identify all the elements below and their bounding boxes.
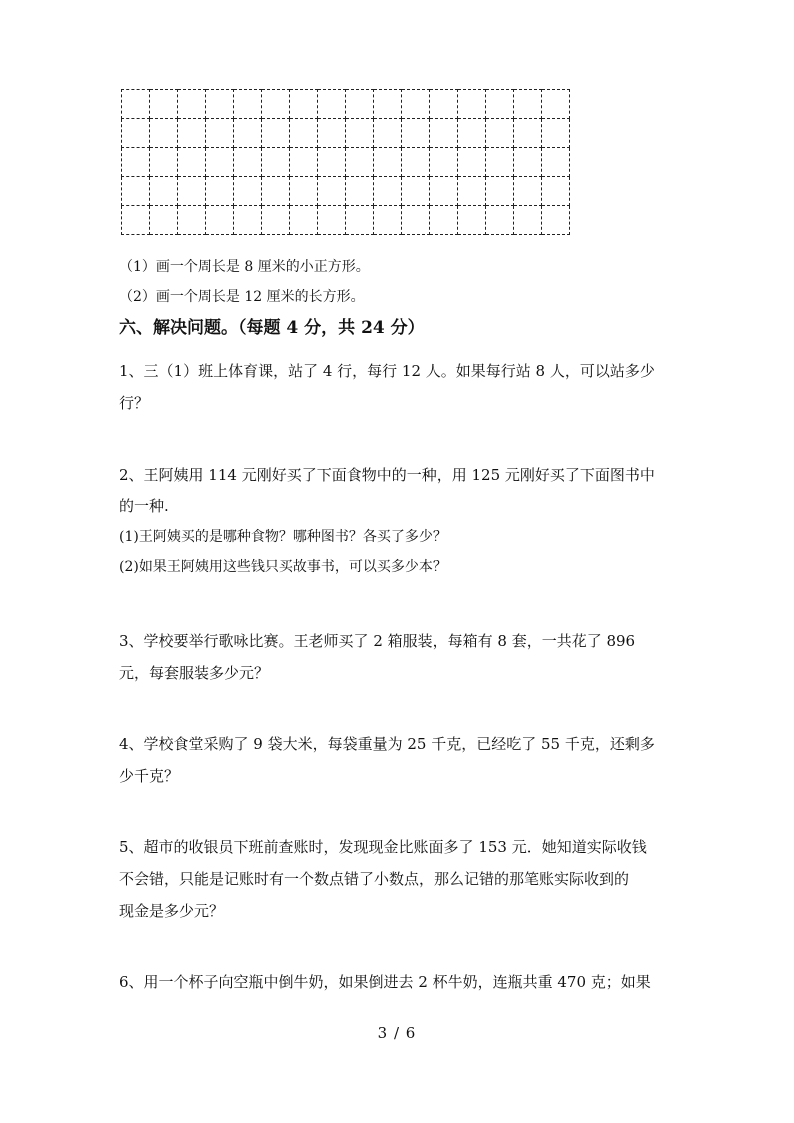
grid-cell xyxy=(402,148,430,177)
problem-3-line-2: 元，每套服装多少元？ xyxy=(119,664,270,682)
grid-cell xyxy=(234,177,262,206)
grid-cell xyxy=(458,119,486,148)
grid-cell xyxy=(178,148,206,177)
grid-cell xyxy=(290,148,318,177)
grid-cell xyxy=(374,90,402,119)
grid-cell xyxy=(346,206,374,235)
grid-cell xyxy=(542,177,570,206)
grid-cell xyxy=(122,119,150,148)
grid-cell xyxy=(402,177,430,206)
grid-cell xyxy=(486,119,514,148)
problem-4-line-2: 少千克？ xyxy=(119,767,180,785)
grid-cell xyxy=(318,90,346,119)
grid-cell xyxy=(430,206,458,235)
grid-instruction-2: （2）画一个周长是 12 厘米的长方形。 xyxy=(119,289,365,305)
grid-cell xyxy=(514,206,542,235)
grid-cell xyxy=(486,148,514,177)
grid-cell xyxy=(262,90,290,119)
grid-cell xyxy=(234,90,262,119)
grid-cell xyxy=(514,148,542,177)
grid-cell xyxy=(178,90,206,119)
grid-cell xyxy=(402,90,430,119)
grid-cell xyxy=(402,119,430,148)
dashed-drawing-grid xyxy=(121,89,570,235)
grid-cell xyxy=(542,148,570,177)
problem-4-line-1: 4、学校食堂采购了 9 袋大米，每袋重量为 25 千克，已经吃了 55 千克，还剩多 xyxy=(119,735,655,753)
grid-cell xyxy=(150,148,178,177)
grid-cell xyxy=(262,206,290,235)
grid-cell xyxy=(430,177,458,206)
grid-cell xyxy=(290,119,318,148)
grid-cell xyxy=(458,90,486,119)
problem-2-subquestion-1: (1)王阿姨买的是哪种食物？哪种图书？各买了多少？ xyxy=(119,529,447,545)
grid-cell xyxy=(486,206,514,235)
grid-cell xyxy=(262,177,290,206)
grid-cell xyxy=(206,90,234,119)
grid-cell xyxy=(290,90,318,119)
grid-cell xyxy=(346,119,374,148)
grid-cell xyxy=(374,148,402,177)
grid-instruction-1: （1）画一个周长是 8 厘米的小正方形。 xyxy=(119,259,370,275)
grid-cell xyxy=(374,206,402,235)
problem-2-line-1: 2、王阿姨用 114 元刚好买了下面食物中的一种，用 125 元刚好买了下面图书中 xyxy=(119,466,655,484)
grid-row xyxy=(122,119,570,148)
grid-cell xyxy=(458,177,486,206)
problem-2-line-2: 的一种. xyxy=(119,497,169,515)
grid-cell xyxy=(206,148,234,177)
grid-cell xyxy=(234,119,262,148)
grid-cell xyxy=(430,90,458,119)
problem-5-line-2: 不会错，只能是记账时有一个数点错了小数点，那么记错的那笔账实际收到的 xyxy=(119,870,630,888)
grid-cell xyxy=(234,148,262,177)
grid-cell xyxy=(318,206,346,235)
problem-1-line-1: 1、三（1）班上体育课，站了 4 行，每行 12 人。如果每行站 8 人，可以站多少 xyxy=(119,362,655,380)
grid-row xyxy=(122,148,570,177)
grid-cell xyxy=(122,90,150,119)
grid-cell xyxy=(514,119,542,148)
grid-row xyxy=(122,177,570,206)
problem-2-subquestion-2: (2)如果王阿姨用这些钱只买故事书，可以买多少本？ xyxy=(119,559,447,575)
grid-cell xyxy=(178,206,206,235)
grid-cell xyxy=(122,177,150,206)
grid-cell xyxy=(486,177,514,206)
grid-cell xyxy=(122,206,150,235)
grid-cell xyxy=(346,177,374,206)
grid-cell xyxy=(458,148,486,177)
grid-cell xyxy=(206,177,234,206)
grid-cell xyxy=(374,177,402,206)
grid-cell xyxy=(262,148,290,177)
grid-cell xyxy=(150,177,178,206)
grid-cell xyxy=(262,119,290,148)
grid-cell xyxy=(150,90,178,119)
grid-cell xyxy=(514,177,542,206)
grid-cell xyxy=(318,119,346,148)
grid-cell xyxy=(178,177,206,206)
grid-cell xyxy=(458,206,486,235)
grid-cell xyxy=(542,206,570,235)
grid-cell xyxy=(514,90,542,119)
grid-cell xyxy=(374,119,402,148)
grid-cell xyxy=(150,206,178,235)
grid-cell xyxy=(178,119,206,148)
grid-cell xyxy=(430,148,458,177)
grid-cell xyxy=(542,119,570,148)
grid-cell xyxy=(346,90,374,119)
grid-cell xyxy=(290,177,318,206)
grid-cell xyxy=(318,148,346,177)
grid-cell xyxy=(430,119,458,148)
problem-5-line-3: 现金是多少元？ xyxy=(119,902,225,920)
grid-cell xyxy=(402,206,430,235)
grid-cell xyxy=(150,119,178,148)
problem-1-line-2: 行？ xyxy=(119,394,150,412)
page-number: 3 / 6 xyxy=(377,1024,417,1042)
grid-cell xyxy=(206,119,234,148)
grid-cell xyxy=(122,148,150,177)
grid-row xyxy=(122,206,570,235)
grid-cell xyxy=(542,90,570,119)
grid-row xyxy=(122,90,570,119)
problem-3-line-1: 3、学校要举行歌咏比赛。王老师买了 2 箱服装，每箱有 8 套，一共花了 896 xyxy=(119,632,636,650)
grid-cell xyxy=(234,206,262,235)
grid-cell xyxy=(486,90,514,119)
problem-5-line-1: 5、超市的收银员下班前查账时，发现现金比账面多了 153 元．她知道实际收钱 xyxy=(119,838,647,856)
section-title: 六、解决问题。（每题 4 分，共 24 分） xyxy=(119,318,425,338)
grid-cell xyxy=(346,148,374,177)
grid-cell xyxy=(206,206,234,235)
grid-cell xyxy=(290,206,318,235)
problem-6-line-1: 6、用一个杯子向空瓶中倒牛奶，如果倒进去 2 杯牛奶，连瓶共重 470 克；如果 xyxy=(119,973,651,991)
grid-cell xyxy=(318,177,346,206)
